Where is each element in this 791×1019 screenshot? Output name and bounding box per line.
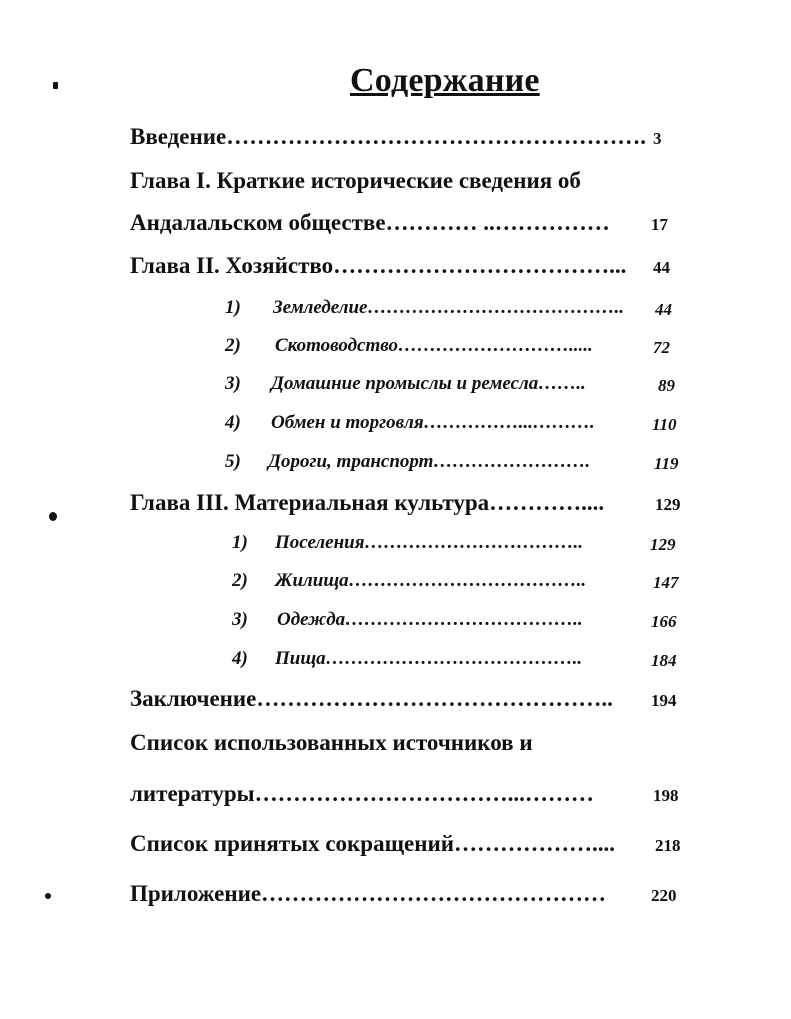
toc-subentry-dwellings <box>232 570 679 600</box>
toc-entry-appendix <box>130 881 677 911</box>
toc-entry-text: Список принятых сокращений……………….... <box>130 831 615 856</box>
toc-entry-abbreviations <box>130 831 681 861</box>
toc-subentry-number: 1) <box>232 532 248 553</box>
toc-entry-text: Дороги, транспорт……………………. <box>268 451 591 472</box>
toc-entry-text: Скотоводство………………………..... <box>275 335 593 356</box>
toc-entry-chapter-3 <box>130 490 681 520</box>
toc-page-number: 129 <box>655 495 681 514</box>
toc-entry-introduction <box>130 124 662 154</box>
toc-subentry-number: 1) <box>225 297 241 318</box>
toc-entry-text: Глава I. Краткие исторические сведения об <box>130 168 581 193</box>
toc-subentry-number: 3) <box>232 609 248 630</box>
toc-subentry-number: 2) <box>232 570 248 591</box>
toc-subentry-agriculture <box>225 297 672 327</box>
scan-speck <box>49 512 57 521</box>
toc-page-number: 184 <box>651 651 677 670</box>
toc-subentry-food <box>232 648 677 678</box>
toc-entry-text: Заключение……………………………………….. <box>130 686 613 711</box>
toc-page-number: 44 <box>653 258 670 277</box>
toc-subentry-livestock <box>225 335 670 365</box>
toc-subentry-number: 5) <box>225 451 241 472</box>
toc-subentry-number: 4) <box>225 412 241 433</box>
toc-entry-text: литературы……………………………...……… <box>130 781 594 806</box>
toc-page-number: 198 <box>653 786 679 805</box>
toc-page-number: 129 <box>650 535 676 554</box>
toc-subentry-roads <box>225 451 679 481</box>
toc-entry-text: Введение………………………………………………. <box>130 124 646 149</box>
toc-page-number: 220 <box>651 886 677 905</box>
toc-entry-text: Глава II. Хозяйство………………………………... <box>130 253 627 278</box>
toc-page-number: 89 <box>658 376 675 395</box>
toc-entry-text: Одежда……………………………….. <box>277 609 583 630</box>
toc-entry-chapter-2 <box>130 253 670 283</box>
toc-entry-text: Список использованных источников и <box>130 730 533 755</box>
toc-entry-text: Приложение……………………………………… <box>130 881 607 906</box>
toc-subentry-trade <box>225 412 677 442</box>
scan-speck <box>45 893 51 899</box>
scan-speck <box>53 82 58 89</box>
toc-page-number: 72 <box>653 338 670 357</box>
toc-page-number: 3 <box>653 129 662 148</box>
toc-entry-sources-line-1 <box>130 730 533 760</box>
toc-entry-text: Земледелие………………………………….. <box>273 297 624 318</box>
toc-entry-text: Пища………………………………….. <box>275 648 583 669</box>
toc-page-number: 194 <box>651 691 677 710</box>
toc-page-number: 119 <box>654 454 679 473</box>
toc-entry-sources-line-2 <box>130 781 679 811</box>
toc-page-number: 44 <box>655 300 672 319</box>
toc-entry-text: Домашние промыслы и ремесла…….. <box>271 373 586 394</box>
toc-subentry-clothing <box>232 609 677 639</box>
toc-page-number: 110 <box>652 415 677 434</box>
toc-subentry-settlements <box>232 532 676 562</box>
toc-subentry-crafts <box>225 373 675 403</box>
toc-entry-text: Андалальском обществе………… ..…………… <box>130 210 610 235</box>
toc-entry-text: Обмен и торговля……………...………. <box>271 412 595 433</box>
toc-entry-chapter-1-line-2 <box>130 210 668 240</box>
toc-subentry-number: 3) <box>225 373 241 394</box>
toc-page-number: 147 <box>653 573 679 592</box>
toc-entry-text: Поселения…………………………….. <box>275 532 584 553</box>
page-title: Содержание <box>350 62 540 99</box>
toc-subentry-number: 2) <box>225 335 241 356</box>
toc-entry-text: Жилища……………………………….. <box>275 570 587 591</box>
toc-entry-chapter-1-line-1 <box>130 168 581 198</box>
toc-page-number: 17 <box>651 215 668 234</box>
toc-entry-text: Глава III. Материальная культура………….... <box>130 490 605 515</box>
toc-subentry-number: 4) <box>232 648 248 669</box>
toc-entry-conclusion <box>130 686 677 716</box>
toc-page-number: 166 <box>651 612 677 631</box>
toc-page-number: 218 <box>655 836 681 855</box>
